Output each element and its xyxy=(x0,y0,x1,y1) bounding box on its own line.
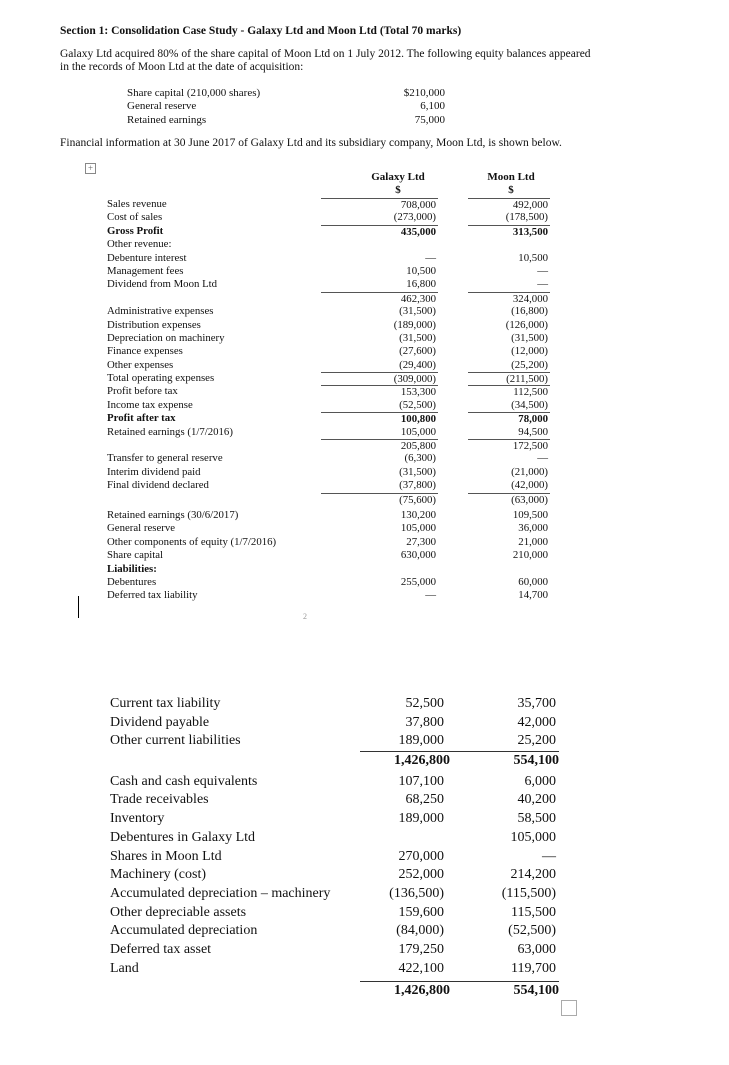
galaxy-value: 68,250 xyxy=(405,792,444,808)
moon-value: 112,500 xyxy=(468,385,550,399)
moon-value: (31,500) xyxy=(511,331,548,344)
moon-value: 40,200 xyxy=(517,792,556,808)
table-row xyxy=(107,589,552,602)
moon-value: 324,000 xyxy=(468,292,550,306)
section-title: Section 1: Consolidation Case Study - Galaxy Ltd and Moon Ltd (Total 70 marks) xyxy=(60,25,462,37)
galaxy-value: 189,000 xyxy=(398,733,444,749)
row-label: Cost of sales xyxy=(107,211,163,224)
moon-value: — xyxy=(537,452,548,465)
row-label: Management fees xyxy=(107,264,184,277)
row-label: Income tax expense xyxy=(107,398,193,411)
row-label: Transfer to general reserve xyxy=(107,452,223,465)
galaxy-value: 105,000 xyxy=(400,522,436,535)
table-row xyxy=(107,292,552,305)
table-row xyxy=(107,439,552,452)
row-label: Machinery (cost) xyxy=(110,867,207,883)
table-row xyxy=(107,265,552,278)
table-row xyxy=(107,332,552,345)
table-row xyxy=(110,791,560,810)
moon-value: (34,500) xyxy=(511,398,548,411)
moon-value: 115,500 xyxy=(511,904,556,920)
table-row xyxy=(107,452,552,465)
row-label: Retained earnings (1/7/2016) xyxy=(107,425,233,438)
row-label: Total operating expenses xyxy=(107,372,215,385)
table-row xyxy=(110,829,560,848)
galaxy-value: (31,500) xyxy=(399,465,436,478)
acq-value: $210,000 xyxy=(403,87,445,99)
moon-value: (115,500) xyxy=(501,885,556,901)
moon-value: (211,500) xyxy=(468,372,550,386)
table-row xyxy=(107,238,552,251)
acq-label: General reserve xyxy=(127,100,197,112)
galaxy-value: (136,500) xyxy=(389,885,444,901)
row-label: Debentures in Galaxy Ltd xyxy=(110,829,256,845)
galaxy-value: (31,500) xyxy=(399,331,436,344)
table-row xyxy=(107,211,552,224)
income-statement-table xyxy=(107,198,552,603)
table-row xyxy=(110,922,560,941)
table-row xyxy=(107,536,552,549)
moon-value: 6,000 xyxy=(524,773,556,789)
galaxy-currency: $ xyxy=(395,184,401,196)
moon-value: 119,700 xyxy=(511,960,556,976)
table-row xyxy=(107,576,552,589)
galaxy-value: 52,500 xyxy=(405,696,444,711)
galaxy-value: 189,000 xyxy=(398,811,444,827)
moon-value: 78,000 xyxy=(468,412,550,426)
row-label: Gross Profit xyxy=(107,224,164,237)
moon-value: 58,500 xyxy=(517,811,556,827)
moon-value: 94,500 xyxy=(518,425,548,438)
table-row xyxy=(110,960,560,979)
row-label: Accumulated depreciation xyxy=(110,923,258,939)
table-row xyxy=(107,359,552,372)
moon-value: (21,000) xyxy=(511,465,548,478)
table-move-handle-icon[interactable]: + xyxy=(85,163,96,174)
text-cursor xyxy=(78,596,79,618)
moon-value: 42,000 xyxy=(517,714,556,730)
galaxy-column-header: Galaxy Ltd xyxy=(371,171,425,183)
row-label: Trade receivables xyxy=(110,792,209,808)
moon-currency: $ xyxy=(508,184,514,196)
moon-value: (12,000) xyxy=(511,345,548,358)
moon-value: (25,200) xyxy=(511,358,548,371)
moon-value: 109,500 xyxy=(512,508,548,521)
galaxy-value: (6,300) xyxy=(404,452,436,465)
galaxy-value: 205,800 xyxy=(321,439,438,453)
galaxy-value: — xyxy=(425,589,436,602)
moon-value: (63,000) xyxy=(468,493,550,507)
acq-value: 6,100 xyxy=(420,100,445,112)
balance-table xyxy=(110,695,560,1000)
moon-value: 492,000 xyxy=(468,198,550,212)
moon-value: — xyxy=(537,278,548,291)
row-label: Other depreciable assets xyxy=(110,904,247,920)
row-label: Final dividend declared xyxy=(107,479,209,492)
table-row xyxy=(107,493,552,506)
table-row xyxy=(107,305,552,318)
row-label: Sales revenue xyxy=(107,198,167,210)
table-row xyxy=(107,225,552,238)
table-row xyxy=(107,509,552,522)
moon-value: 10,500 xyxy=(518,251,548,264)
table-row xyxy=(107,198,552,211)
galaxy-value: (84,000) xyxy=(396,923,444,939)
row-label: Debentures xyxy=(107,575,157,588)
row-label: Deferred tax asset xyxy=(110,941,212,957)
acq-label: Retained earnings xyxy=(127,114,207,126)
table-row xyxy=(107,252,552,265)
moon-value: — xyxy=(537,264,548,277)
galaxy-value: 422,100 xyxy=(398,960,444,976)
table-row xyxy=(110,732,560,751)
galaxy-value: 100,800 xyxy=(321,412,438,426)
table-row xyxy=(110,866,560,885)
table-row xyxy=(107,399,552,412)
galaxy-value: 435,000 xyxy=(321,225,438,239)
row-label: Land xyxy=(110,960,139,976)
row-label: Retained earnings (30/6/2017) xyxy=(107,508,239,521)
table-row xyxy=(107,385,552,398)
galaxy-value: 105,000 xyxy=(400,425,436,438)
moon-value: 25,200 xyxy=(517,733,556,749)
row-label: Interim dividend paid xyxy=(107,465,201,478)
galaxy-value: 159,600 xyxy=(398,904,444,920)
galaxy-value: 255,000 xyxy=(400,575,436,588)
moon-value: (16,800) xyxy=(511,305,548,318)
moon-value: 60,000 xyxy=(518,575,548,588)
moon-value: 36,000 xyxy=(518,522,548,535)
row-label: Distribution expenses xyxy=(107,318,201,331)
table-row xyxy=(110,941,560,960)
galaxy-value: (189,000) xyxy=(393,318,436,331)
galaxy-value: 462,300 xyxy=(321,292,438,306)
galaxy-value: (37,800) xyxy=(399,479,436,492)
acq-value: 75,000 xyxy=(414,114,445,126)
galaxy-value: 630,000 xyxy=(400,549,436,562)
moon-value: 210,000 xyxy=(512,549,548,562)
row-label: Deferred tax liability xyxy=(107,589,198,602)
galaxy-value: 252,000 xyxy=(398,867,444,883)
moon-value: 35,700 xyxy=(517,696,556,711)
moon-value: 554,100 xyxy=(450,981,559,1001)
row-label: Other current liabilities xyxy=(110,733,241,749)
row-label: General reserve xyxy=(107,522,176,535)
moon-value: 14,700 xyxy=(518,589,548,602)
row-label: Shares in Moon Ltd xyxy=(110,848,222,864)
galaxy-value: 1,426,800 xyxy=(360,751,450,771)
info-paragraph: Financial information at 30 June 2017 of Galaxy Ltd and its subsidiary company, Moon Ltd, is shown below. xyxy=(60,137,562,149)
table-row xyxy=(110,714,560,733)
moon-value: 172,500 xyxy=(468,439,550,453)
moon-value: (52,500) xyxy=(508,923,556,939)
table-row xyxy=(107,278,552,291)
galaxy-value: 16,800 xyxy=(406,278,436,291)
galaxy-value: 708,000 xyxy=(321,198,438,212)
row-label: Other components of equity (1/7/2016) xyxy=(107,535,277,548)
row-label: Other revenue: xyxy=(107,238,172,251)
galaxy-value: (27,600) xyxy=(399,345,436,358)
moon-value: (126,000) xyxy=(505,318,548,331)
row-label: Administrative expenses xyxy=(107,305,214,318)
row-label: Liabilities: xyxy=(107,562,157,575)
acq-label: Share capital (210,000 shares) xyxy=(127,87,261,99)
row-label: Cash and cash equivalents xyxy=(110,773,258,789)
galaxy-value: (75,600) xyxy=(321,493,438,507)
galaxy-value: 1,426,800 xyxy=(360,981,450,1001)
table-row xyxy=(107,412,552,425)
galaxy-value: 10,500 xyxy=(406,264,436,277)
row-label: Profit before tax xyxy=(107,385,178,398)
row-label: Depreciation on machinery xyxy=(107,331,225,344)
moon-value: (42,000) xyxy=(511,479,548,492)
row-label: Dividend payable xyxy=(110,714,210,730)
row-label: Profit after tax xyxy=(107,412,176,425)
galaxy-value: 27,300 xyxy=(406,535,436,548)
row-label: Other expenses xyxy=(107,358,174,371)
row-label: Debenture interest xyxy=(107,251,187,264)
row-label: Inventory xyxy=(110,811,165,827)
row-label: Current tax liability xyxy=(110,696,221,711)
table-row xyxy=(110,695,560,714)
table-row xyxy=(110,981,560,1000)
table-row xyxy=(110,885,560,904)
moon-value: 105,000 xyxy=(510,829,556,845)
table-row xyxy=(110,810,560,829)
table-row xyxy=(107,466,552,479)
galaxy-value: (309,000) xyxy=(321,372,438,386)
table-row xyxy=(107,372,552,385)
row-label: Share capital xyxy=(107,549,164,562)
table-row xyxy=(110,904,560,923)
moon-value: 214,200 xyxy=(510,867,556,883)
table-row xyxy=(107,319,552,332)
intro-paragraph: Galaxy Ltd acquired 80% of the share capital of Moon Ltd on 1 July 2012. The following equity balances appeared in the records of Moon Ltd at the date of acquisition: xyxy=(60,48,591,73)
table-row xyxy=(107,345,552,358)
moon-column-header: Moon Ltd xyxy=(487,171,535,183)
galaxy-value: — xyxy=(425,251,436,264)
galaxy-value: (31,500) xyxy=(399,305,436,318)
row-label: Finance expenses xyxy=(107,345,183,358)
table-row xyxy=(110,773,560,792)
moon-value: 63,000 xyxy=(517,941,556,957)
galaxy-value: (52,500) xyxy=(399,398,436,411)
galaxy-value: 153,300 xyxy=(321,385,438,399)
table-row xyxy=(107,426,552,439)
table-row xyxy=(110,848,560,867)
page-number: 2 xyxy=(303,612,307,621)
row-label: Dividend from Moon Ltd xyxy=(107,278,218,291)
galaxy-value: 37,800 xyxy=(405,714,444,730)
moon-value: (178,500) xyxy=(505,211,548,224)
moon-value: 21,000 xyxy=(518,535,548,548)
row-label: Accumulated depreciation – machinery xyxy=(110,885,331,901)
moon-value: 554,100 xyxy=(450,751,559,771)
table-row xyxy=(107,522,552,535)
moon-value: 313,500 xyxy=(468,225,550,239)
galaxy-value: (29,400) xyxy=(399,358,436,371)
galaxy-value: 179,250 xyxy=(398,941,444,957)
table-row xyxy=(107,549,552,562)
galaxy-value: 270,000 xyxy=(398,848,444,864)
moon-value: — xyxy=(542,848,556,864)
galaxy-value: 130,200 xyxy=(400,508,436,521)
table-row xyxy=(107,479,552,492)
galaxy-value: (273,000) xyxy=(393,211,436,224)
table-row xyxy=(110,751,560,770)
table-resize-handle[interactable] xyxy=(561,1000,577,1016)
galaxy-value: 107,100 xyxy=(398,773,444,789)
table-row xyxy=(107,563,552,576)
